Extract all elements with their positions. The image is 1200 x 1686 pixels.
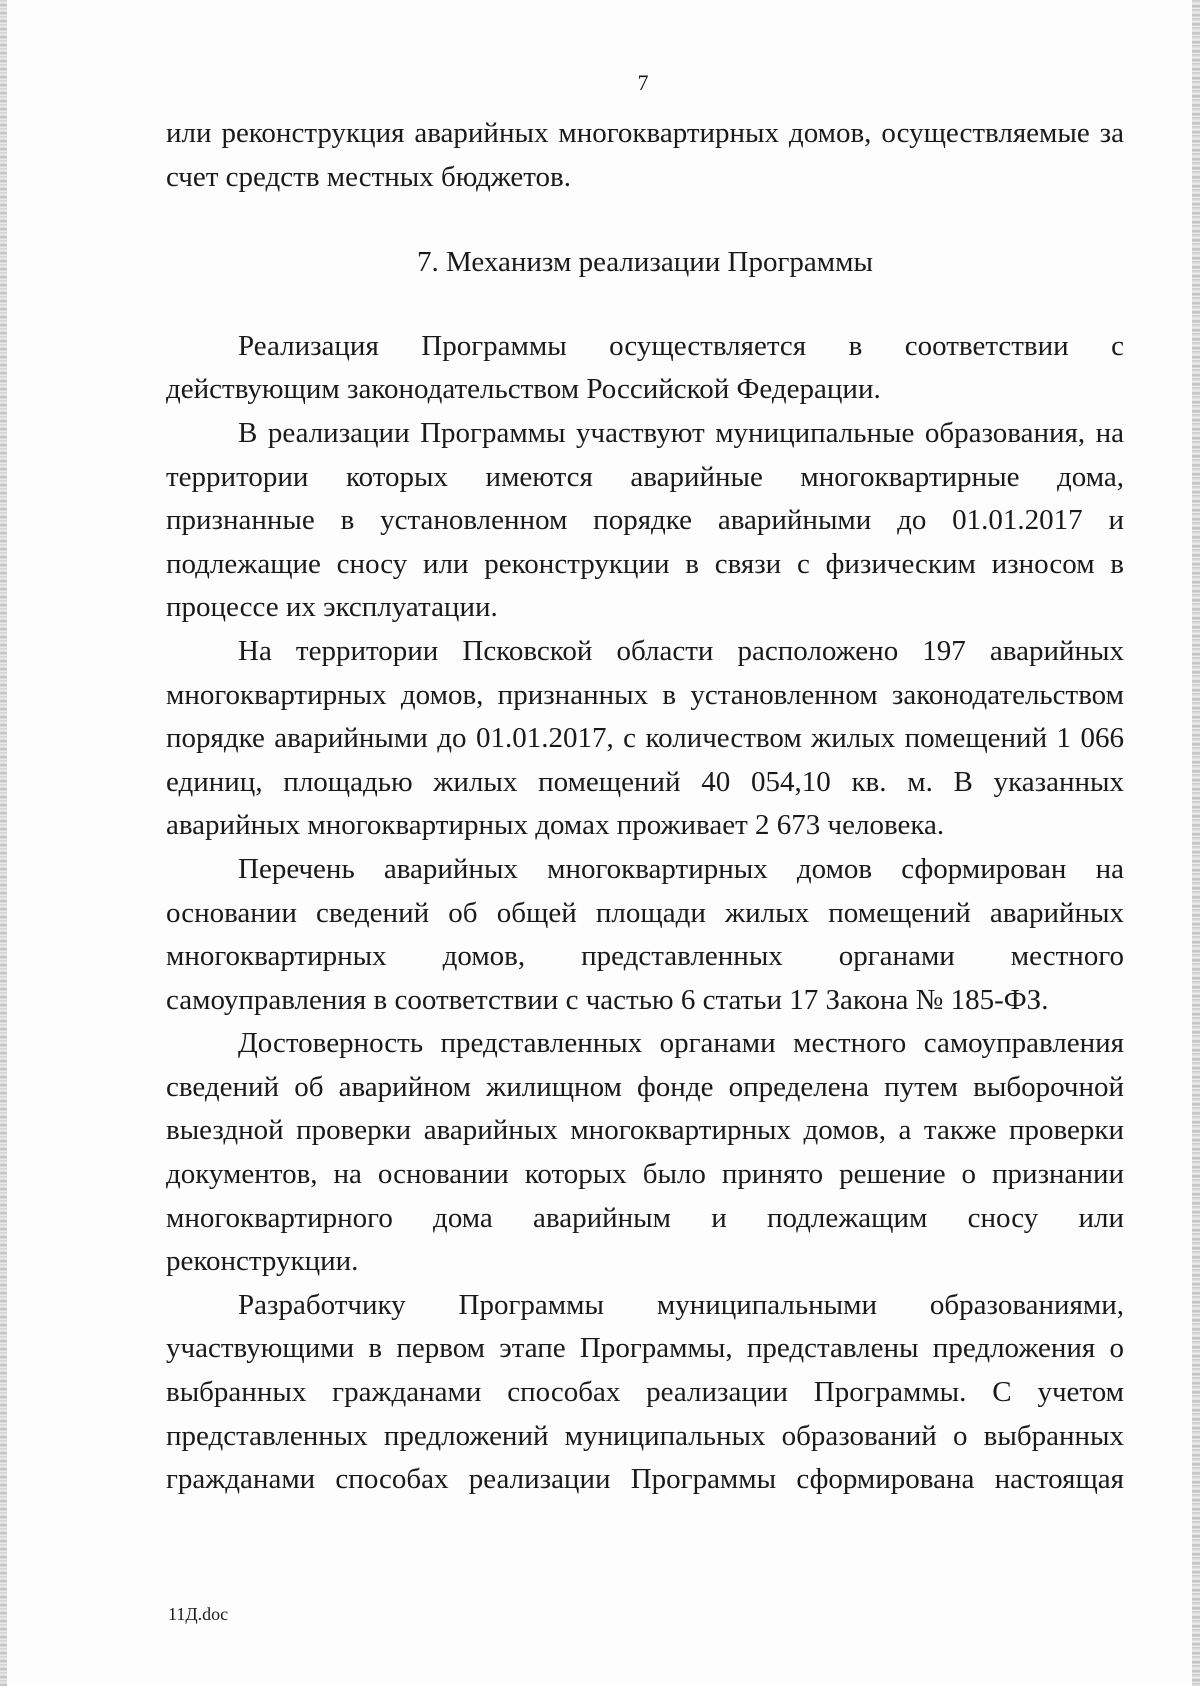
scan-edge-right (1192, 0, 1200, 1686)
document-body (166, 112, 1124, 1502)
page-number: 7 (637, 70, 649, 95)
paragraph: Достоверность представленных органами местного самоуправления сведений об аварийном жилищном фонде определена путем выборочной выездной проверки аварийных многоквартирных домов, а также проверки документов, на основании которых было принято решение о признании многоквартирного дома аварийным и подлежащим сносу или реконструкции. (166, 1027, 1124, 1278)
paragraph: В реализации Программы участвуют муниципальные образования, на территории которых имеются аварийные многоквартирные дома, признанные в установленном порядке аварийными до 01.01.2017 и подлежащие сносу или реконструкции в связи с физическим износом в процессе их эксплуатации. (166, 416, 1124, 624)
scan-edge-left (0, 0, 7, 1686)
paragraph: Реализация Программы осуществляется в соответствии с действующим законодательством Российской Федерации. (166, 329, 1124, 406)
section-title: 7. Механизм реализации Программы (417, 246, 873, 279)
paragraph: Разработчику Программы муниципальными образованиями, участвующими в первом этапе Программы, представлены предложения о выбранных гражданами способах реализации Программы. С учетом представленных предложений муниципальных образований о выбранных гражданами способах реализации Программы сформирована настоящая (166, 1288, 1124, 1496)
paragraph: Перечень аварийных многоквартирных домов сформирован на основании сведений об общей площади жилых помещений аварийных многоквартирных домов, представленных органами местного самоуправления в соответствии с частью 6 статьи 17 Закона № 185-ФЗ. (166, 852, 1124, 1016)
footer-filename: 11Д.doc (168, 1604, 229, 1624)
paragraph: На территории Псковской области расположено 197 аварийных многоквартирных домов, признанных в установленном законодательством порядке аварийными до 01.01.2017, с количеством жилых помещений 1 066 единиц, площадью жилых помещений 40 054,10 кв. м. В указанных аварийных многоквартирных домах проживает 2 673 человека. (166, 634, 1124, 842)
intro-fragment: или реконструкция аварийных многоквартирных домов, осуществляемые за счет средств местных бюджетов. (166, 117, 1124, 193)
